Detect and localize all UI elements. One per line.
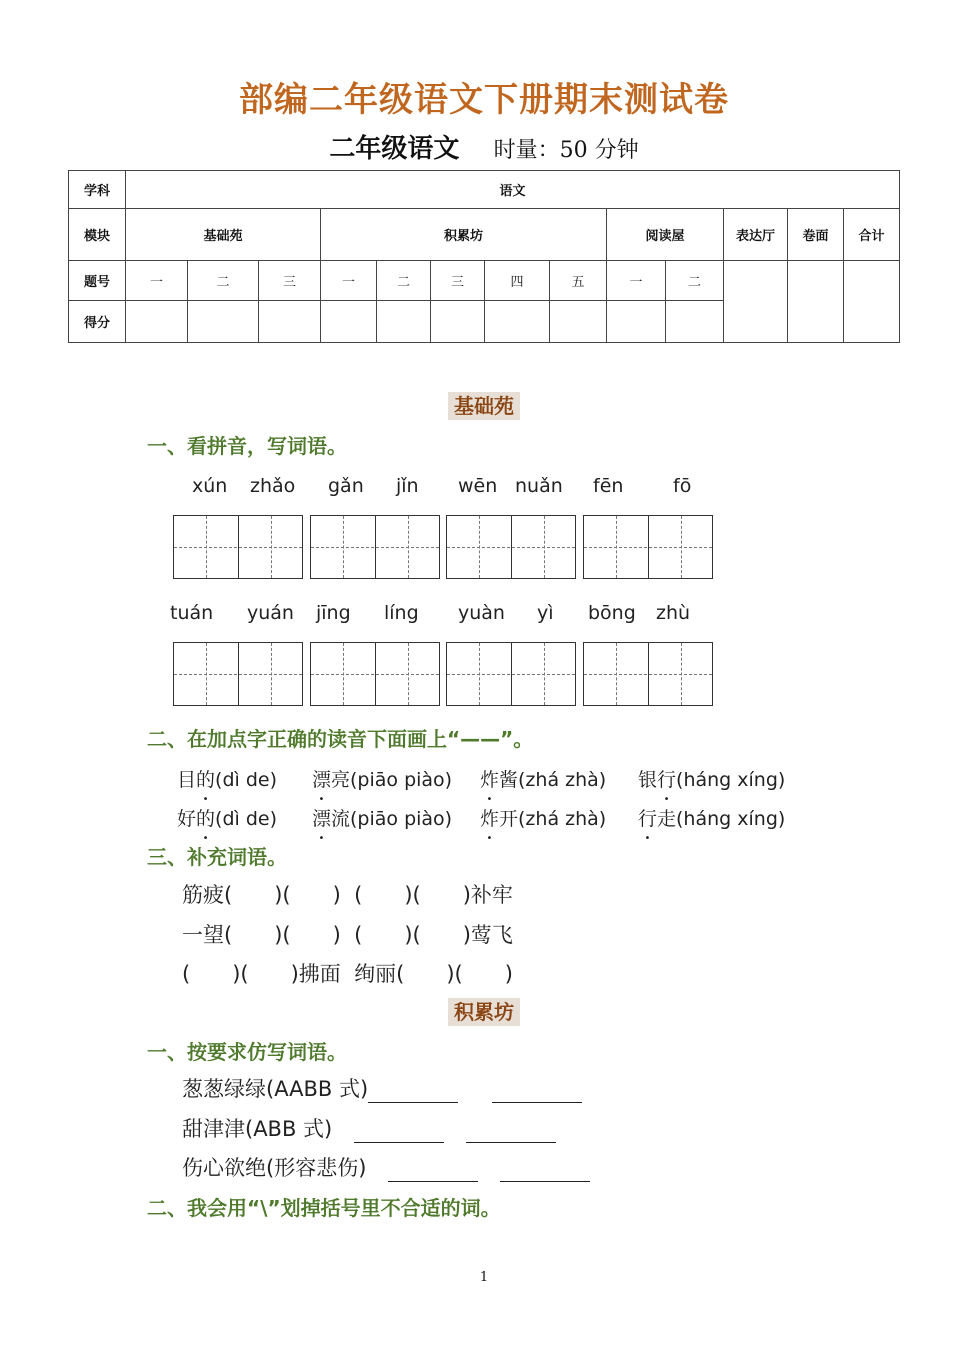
pinyin-options[interactable]: (dì de) [215, 769, 277, 791]
dotted-char: 漂 [312, 808, 332, 830]
pinyin: xún [192, 475, 228, 497]
page-number: 1 [479, 1270, 489, 1285]
pinyin: bōng [588, 602, 636, 624]
row-number [69, 261, 900, 301]
reading-item [312, 804, 452, 831]
pinyin: fēn [593, 475, 624, 497]
writing-grid[interactable] [310, 642, 440, 706]
pinyin: jǐn [396, 475, 419, 497]
dotted-char: 的 [196, 769, 216, 791]
imitation-prompt: 甜津津(ABB 式) [182, 1117, 333, 1141]
plain-char: 银 [638, 769, 658, 791]
pinyin-options[interactable]: 走(háng xíng) [657, 808, 786, 830]
reading-item [638, 765, 785, 792]
score-cell[interactable] [550, 301, 607, 343]
score-cell[interactable] [485, 301, 550, 343]
reading-item [480, 804, 606, 831]
section-label-basics: 基础苑 [448, 392, 520, 420]
number-cell: 一 [126, 261, 188, 301]
answer-blank[interactable] [354, 1124, 444, 1143]
score-cell[interactable] [666, 301, 724, 343]
module-cell: 阅读屋 [607, 209, 724, 261]
imitation-item [182, 1113, 556, 1143]
pinyin: fō [673, 475, 692, 497]
pinyin: yuàn [458, 602, 505, 624]
answer-blank[interactable] [492, 1084, 582, 1103]
reading-item [177, 765, 277, 792]
pinyin: wēn [458, 475, 498, 497]
pinyin: zhù [656, 602, 691, 624]
module-cell: 表达厅 [724, 209, 788, 261]
score-cell-expression[interactable] [724, 261, 788, 343]
number-cell: 四 [485, 261, 550, 301]
pinyin: jīng [316, 602, 351, 624]
score-cell[interactable] [431, 301, 485, 343]
idiom-fill-line[interactable]: ( )( )拂面 绚丽( )( ) [182, 962, 513, 986]
question-heading: 一、按要求仿写词语。 [147, 1040, 347, 1064]
score-cell[interactable] [377, 301, 431, 343]
number-cell: 三 [259, 261, 321, 301]
pinyin-options[interactable]: 酱(zhá zhà) [499, 769, 607, 791]
answer-blank[interactable] [466, 1124, 556, 1143]
row-label: 学科 [69, 171, 126, 209]
row-label: 得分 [69, 301, 126, 343]
question-heading: 二、我会用“\”划掉括号里不合适的词。 [147, 1196, 501, 1220]
module-cell: 积累坊 [321, 209, 607, 261]
writing-grid[interactable] [173, 515, 303, 579]
number-cell: 二 [188, 261, 259, 301]
score-cell-total[interactable] [844, 261, 900, 343]
subject-value: 语文 [126, 171, 900, 209]
pinyin: tuán [170, 602, 214, 624]
imitation-prompt: 葱葱绿绿(AABB 式) [182, 1077, 369, 1101]
score-cell-neatness[interactable] [788, 261, 844, 343]
question-heading: 三、补充词语。 [147, 845, 287, 869]
writing-grid[interactable] [583, 515, 713, 579]
dotted-char: 的 [196, 808, 216, 830]
number-cell: 一 [607, 261, 666, 301]
pinyin: yì [537, 602, 554, 624]
time-limit: 时量：50 分钟 [493, 138, 639, 163]
score-cell[interactable] [126, 301, 188, 343]
writing-grid[interactable] [583, 642, 713, 706]
dotted-char: 炸 [480, 769, 500, 791]
writing-grid[interactable] [446, 642, 576, 706]
dotted-char: 炸 [480, 808, 500, 830]
number-cell: 五 [550, 261, 607, 301]
pinyin: nuǎn [515, 475, 563, 497]
answer-blank[interactable] [368, 1084, 458, 1103]
row-module [69, 209, 900, 261]
number-cell: 三 [431, 261, 485, 301]
number-cell: 二 [666, 261, 724, 301]
section-label-accumulation: 积累坊 [448, 998, 520, 1026]
module-cell: 合计 [844, 209, 900, 261]
row-label: 题号 [69, 261, 126, 301]
module-cell: 基础苑 [126, 209, 321, 261]
pinyin: gǎn [328, 475, 364, 497]
document-title: 部编二年级语文下册期末测试卷 [239, 80, 729, 120]
imitation-prompt: 伤心欲绝(形容悲伤) [182, 1156, 367, 1180]
dotted-char: 漂 [312, 769, 332, 791]
question-heading: 二、在加点字正确的读音下面画上“——”。 [147, 727, 534, 751]
score-cell[interactable] [188, 301, 259, 343]
question-heading: 一、看拼音，写词语。 [147, 434, 347, 458]
subject-grade: 二年级语文 [329, 134, 460, 164]
pinyin: yuán [247, 602, 294, 624]
score-cell[interactable] [321, 301, 377, 343]
pinyin-options[interactable]: 亮(piāo piào) [331, 769, 453, 791]
idiom-fill-line[interactable]: 一望( )( ) ( )( )莺飞 [182, 923, 513, 947]
score-cell[interactable] [607, 301, 666, 343]
score-table [68, 170, 900, 343]
plain-char: 目 [177, 769, 197, 791]
idiom-fill-line[interactable]: 筋疲( )( ) ( )( )补牢 [182, 883, 513, 907]
answer-blank[interactable] [500, 1163, 590, 1182]
dotted-char: 行 [657, 769, 677, 791]
row-subject [69, 171, 900, 209]
reading-item [312, 765, 452, 792]
dotted-char: 行 [638, 808, 658, 830]
writing-grid[interactable] [446, 515, 576, 579]
writing-grid[interactable] [310, 515, 440, 579]
row-label: 模块 [69, 209, 126, 261]
pinyin: líng [384, 602, 419, 624]
imitation-item [182, 1152, 590, 1182]
pinyin-options[interactable]: 开(zhá zhà) [499, 808, 607, 830]
number-cell: 一 [321, 261, 377, 301]
module-cell: 卷面 [788, 209, 844, 261]
pinyin-options[interactable]: 流(piāo piào) [331, 808, 453, 830]
pinyin: zhǎo [250, 475, 296, 497]
score-cell[interactable] [259, 301, 321, 343]
reading-item [177, 804, 277, 831]
pinyin-options[interactable]: (háng xíng) [676, 769, 786, 791]
reading-item [638, 804, 785, 831]
imitation-item [182, 1073, 582, 1103]
pinyin-options[interactable]: (dì de) [215, 808, 277, 830]
number-cell: 二 [377, 261, 431, 301]
answer-blank[interactable] [388, 1163, 478, 1182]
plain-char: 好 [177, 808, 197, 830]
reading-item [480, 765, 606, 792]
writing-grid[interactable] [173, 642, 303, 706]
subtitle [0, 128, 968, 165]
